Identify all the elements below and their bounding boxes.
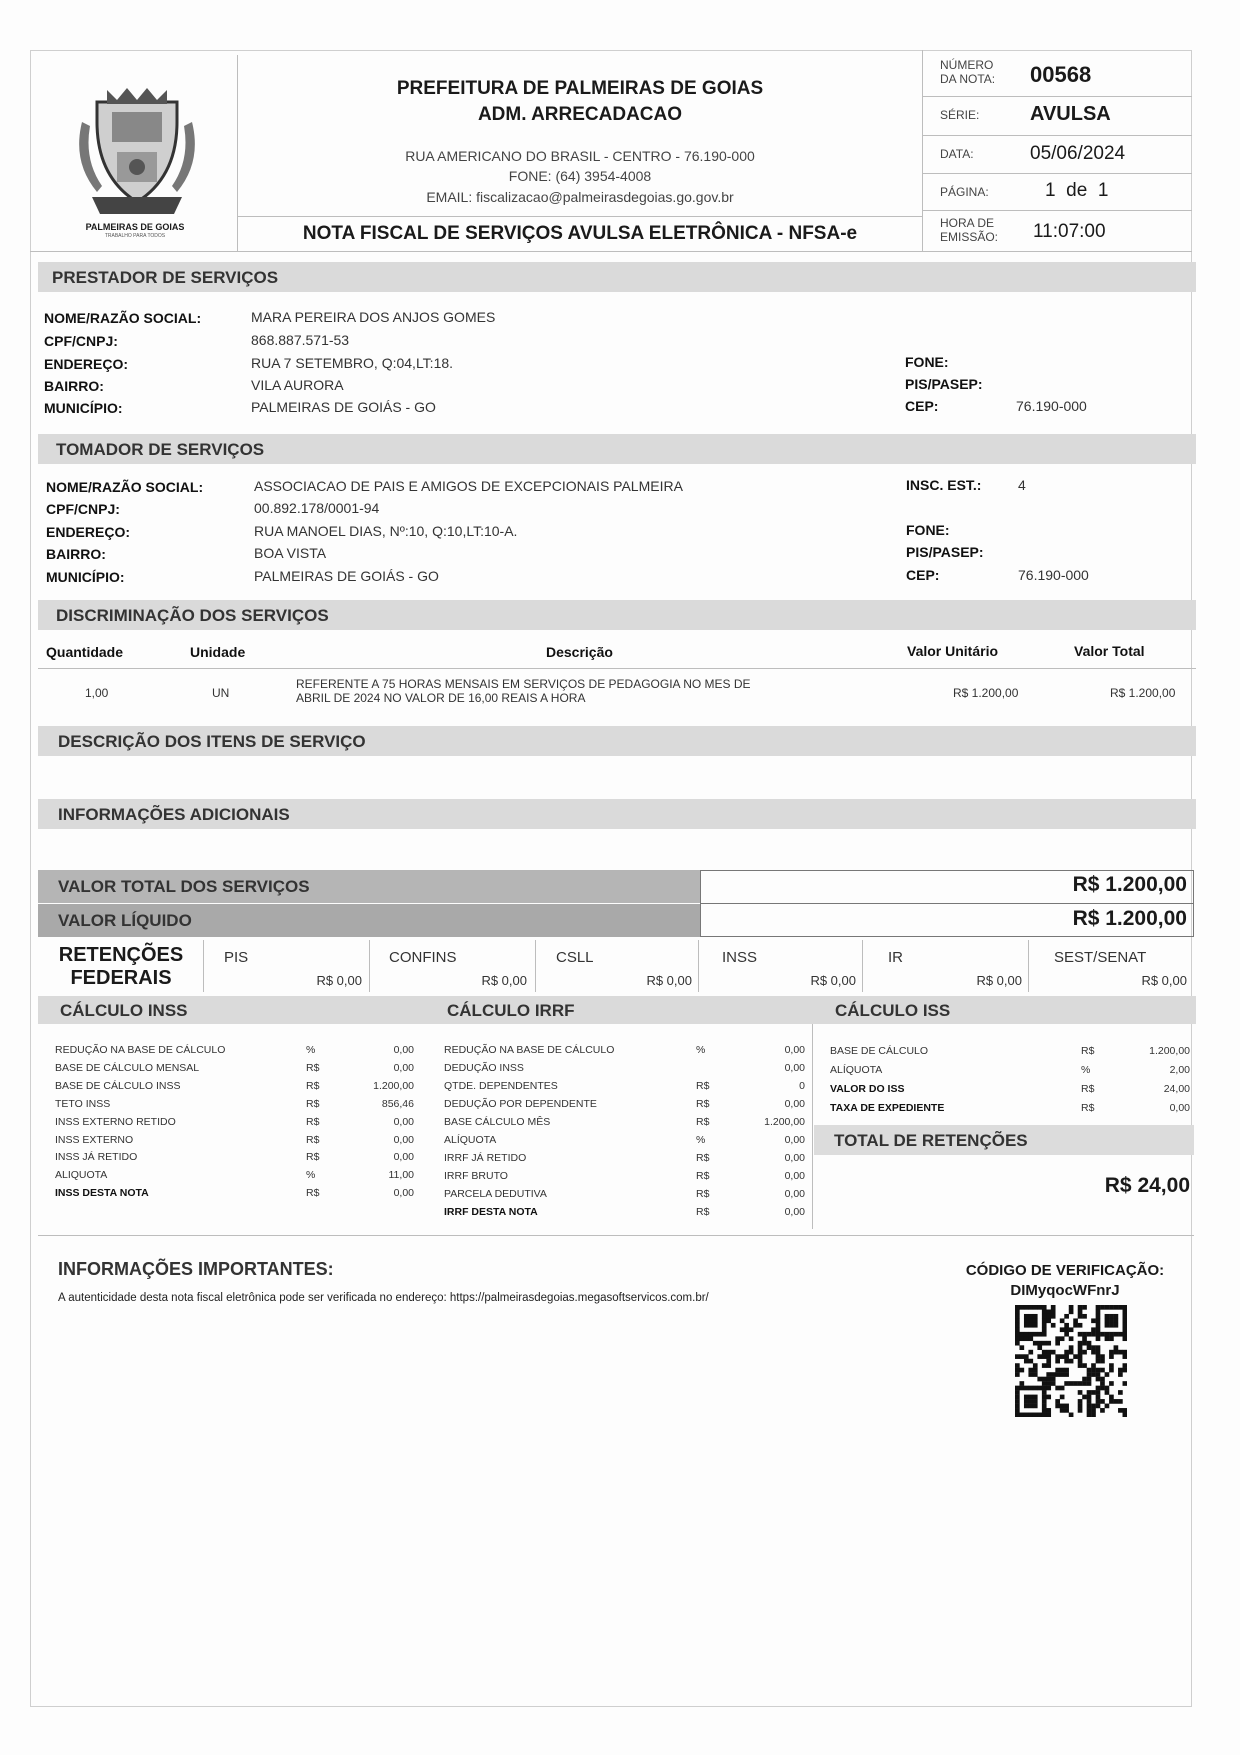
numero-label-2: DA NOTA: <box>940 72 996 86</box>
hora-label <box>940 216 998 244</box>
calc-row-value: 0,00 <box>784 1062 805 1074</box>
numero-label <box>940 58 995 86</box>
item-unidade: UN <box>212 686 230 700</box>
meta-row-line <box>922 173 1192 174</box>
calc-row-value: 0,00 <box>393 1061 414 1074</box>
prestador-endereco-label: ENDEREÇO: <box>44 356 129 372</box>
item-quantidade: 1,00 <box>85 686 109 700</box>
meta-row-line <box>922 135 1192 136</box>
calc-row-value: 1.200,00 <box>764 1116 805 1128</box>
calc-divider <box>812 1024 813 1229</box>
calc-row-value: 0,00 <box>784 1098 805 1110</box>
servicos-header-line <box>38 668 1196 669</box>
calc-row-value: 0,00 <box>784 1170 805 1182</box>
prestador-pis-label: PIS/PASEP: <box>905 376 983 392</box>
header-divider <box>237 55 238 251</box>
org-phone: FONE: (64) 3954-4008 <box>508 168 652 184</box>
calc-row-label: INSS EXTERNO <box>55 1133 134 1146</box>
tomador-municipio: PALMEIRAS DE GOIÁS - GO <box>254 568 439 584</box>
prestador-cep: 76.190-000 <box>1016 398 1087 414</box>
item-descricao-line2: ABRIL DE 2024 NO VALOR DE 16,00 REAIS A HORA <box>296 691 586 705</box>
logo-subtext: TRABALHO PARA TODOS <box>104 233 166 239</box>
data-label: DATA: <box>940 147 974 161</box>
calc-row-unit: R$ <box>696 1098 710 1110</box>
retencoes-title-1: RETENÇÕES <box>58 944 184 966</box>
ret-confins-value: R$ 0,00 <box>481 973 527 988</box>
prestador-bairro-label: BAIRRO: <box>44 378 104 394</box>
tomador-cpf: 00.892.178/0001-94 <box>254 500 380 516</box>
ret-confins-label: CONFINS <box>389 949 457 966</box>
calc-row-value: 0,00 <box>784 1206 805 1218</box>
calc-row-label: PARCELA DEDUTIVA <box>444 1188 547 1200</box>
calc-row-value: 0,00 <box>784 1044 805 1056</box>
item-valor-unitario: R$ 1.200,00 <box>953 686 1019 700</box>
col-quantidade: Quantidade <box>46 644 124 660</box>
item-descricao-line1: REFERENTE A 75 HORAS MENSAIS EM SERVIÇOS DE PEDAGOGIA NO MES DE <box>296 677 751 691</box>
calc-row-value: 0,00 <box>393 1151 414 1164</box>
prestador-municipio-label: MUNICÍPIO: <box>44 400 123 416</box>
calc-row-unit: R$ <box>306 1115 320 1128</box>
calc-row-label: REDUÇÃO NA BASE DE CÁLCULO <box>55 1044 226 1056</box>
calc-row-label: INSS DESTA NOTA <box>55 1187 149 1200</box>
header-bottom-line <box>30 251 1192 252</box>
calc-row-label: TETO INSS <box>55 1097 111 1110</box>
calc-row-unit: R$ <box>306 1061 320 1074</box>
page-number: 1 de 1 <box>1045 180 1109 201</box>
hora-label-2: EMISSÃO: <box>940 230 999 244</box>
calc-row-label: ALIQUOTA <box>55 1169 108 1182</box>
calc-row-label: IRRF BRUTO <box>444 1170 508 1182</box>
col-valor-unitario: Valor Unitário <box>907 643 999 659</box>
calc-row-value: 0,00 <box>393 1187 414 1200</box>
calculo-inss-title: CÁLCULO INSS <box>60 1001 188 1020</box>
org-name: PREFEITURA DE PALMEIRAS DE GOIAS <box>396 78 764 99</box>
ret-sest-label: SEST/SENAT <box>1054 949 1147 966</box>
calc-row-label: IRRF DESTA NOTA <box>444 1206 538 1218</box>
calc-bottom-line <box>38 1235 1194 1236</box>
prestador-nome-label: NOME/RAZÃO SOCIAL: <box>44 310 202 326</box>
ret-divider <box>203 940 204 992</box>
calc-row-unit: R$ <box>306 1133 320 1146</box>
retencoes-title <box>46 944 196 990</box>
calc-row-value: 0,00 <box>393 1044 414 1056</box>
tomador-cep: 76.190-000 <box>1018 567 1089 583</box>
prestador-bairro: VILA AURORA <box>251 377 344 393</box>
valor-total-label: VALOR TOTAL DOS SERVIÇOS <box>58 877 310 896</box>
col-unidade: Unidade <box>190 644 246 660</box>
meta-row-line <box>922 96 1192 97</box>
ret-divider <box>369 940 370 992</box>
calc-row-value: 0,00 <box>784 1134 805 1146</box>
calc-row-unit: R$ <box>306 1097 320 1110</box>
calc-row-unit: R$ <box>696 1188 710 1200</box>
calc-row-value: 0,00 <box>393 1133 414 1146</box>
ret-ir-label: IR <box>888 949 903 966</box>
ret-pis-label: PIS <box>224 949 249 966</box>
col-valor-total: Valor Total <box>1074 643 1145 659</box>
calc-row-label: BASE DE CÁLCULO INSS <box>55 1079 181 1092</box>
calc-row-value: 11,00 <box>388 1169 414 1182</box>
total-retencoes-label: TOTAL DE RETENÇÕES <box>834 1131 1028 1150</box>
calc-row-value: 856,46 <box>381 1097 414 1110</box>
valor-liquido-label: VALOR LÍQUIDO <box>58 911 192 930</box>
ret-sest-value: R$ 0,00 <box>1141 973 1187 988</box>
prestador-cpf: 868.887.571-53 <box>251 332 350 348</box>
prestador-municipio: PALMEIRAS DE GOIÁS - GO <box>251 399 436 415</box>
calculo-irrf-title: CÁLCULO IRRF <box>447 1001 575 1020</box>
calc-row-label: INSS EXTERNO RETIDO <box>55 1115 176 1128</box>
ret-divider <box>862 940 863 992</box>
qr-code <box>1015 1305 1127 1417</box>
calc-row-unit: R$ <box>1081 1102 1095 1114</box>
valor-total: R$ 1.200,00 <box>1072 873 1187 896</box>
calc-row-label: BASE CÁLCULO MÊS <box>444 1116 551 1128</box>
prestador-cep-label: CEP: <box>905 398 939 414</box>
importantes-title: INFORMAÇÕES IMPORTANTES: <box>58 1259 334 1279</box>
calc-row-label: ALÍQUOTA <box>444 1134 497 1146</box>
prestador-title: PRESTADOR DE SERVIÇOS <box>52 268 279 287</box>
calc-row-label: INSS JÁ RETIDO <box>55 1151 138 1164</box>
retencoes-title-2: FEDERAIS <box>70 967 172 989</box>
calc-row-unit: R$ <box>696 1170 710 1182</box>
tomador-title: TOMADOR DE SERVIÇOS <box>56 440 265 459</box>
ret-divider <box>698 940 699 992</box>
calc-row-unit: R$ <box>696 1152 710 1164</box>
calc-row-label: REDUÇÃO NA BASE DE CÁLCULO <box>444 1044 615 1056</box>
totais-divider <box>700 903 1194 904</box>
calc-row-unit: R$ <box>1081 1083 1095 1095</box>
codigo-verificacao-label: CÓDIGO DE VERIFICAÇÃO: <box>965 1262 1165 1279</box>
calc-row-label: ALÍQUOTA <box>830 1064 883 1076</box>
calc-row-unit: R$ <box>306 1187 320 1200</box>
prestador-fone-label: FONE: <box>905 354 949 370</box>
calc-row-label: TAXA DE EXPEDIENTE <box>830 1102 945 1114</box>
calc-row-value: 0,00 <box>784 1152 805 1164</box>
tomador-nome: ASSOCIACAO DE PAIS E AMIGOS DE EXCEPCIONAIS PALMEIRA <box>254 478 683 494</box>
tomador-endereco-label: ENDEREÇO: <box>46 524 131 540</box>
prestador-nome: MARA PEREIRA DOS ANJOS GOMES <box>251 309 496 325</box>
item-valor-total: R$ 1.200,00 <box>1110 686 1176 700</box>
invoice-number: 00568 <box>1030 62 1092 87</box>
issue-date: 05/06/2024 <box>1030 143 1126 164</box>
calc-row-unit: % <box>306 1169 316 1182</box>
valor-liquido: R$ 1.200,00 <box>1072 907 1187 930</box>
meta-row-line <box>922 210 1192 211</box>
tomador-insc-label: INSC. EST.: <box>906 477 982 493</box>
calc-row-label: IRRF JÁ RETIDO <box>444 1152 527 1164</box>
ret-csll-label: CSLL <box>556 949 594 966</box>
calc-row-value: 0,00 <box>784 1188 805 1200</box>
ret-csll-value: R$ 0,00 <box>646 973 692 988</box>
servicos-title: DISCRIMINAÇÃO DOS SERVIÇOS <box>56 606 329 625</box>
calc-row-unit: R$ <box>1081 1045 1095 1057</box>
calc-row-unit: R$ <box>696 1116 710 1128</box>
info-adicionais-title: INFORMAÇÕES ADICIONAIS <box>58 805 290 824</box>
pagina-label: PÁGINA: <box>940 185 989 199</box>
coat-of-arms-logo <box>62 82 212 242</box>
tomador-cep-label: CEP: <box>906 567 940 583</box>
importantes-text: A autenticidade desta nota fiscal eletrônica pode ser verificada no endereço: https://palmeirasdegoias.megasoftservicos.com.br/ <box>58 1292 709 1304</box>
calc-row-label: DEDUÇÃO POR DEPENDENTE <box>444 1098 597 1110</box>
ret-pis-value: R$ 0,00 <box>316 973 362 988</box>
codigo-verificacao: DIMyqocWFnrJ <box>1010 1282 1120 1299</box>
calc-row-label: BASE DE CÁLCULO MENSAL <box>55 1061 200 1074</box>
title-divider <box>237 216 922 217</box>
calc-row-value: 1.200,00 <box>1149 1045 1190 1057</box>
ret-ir-value: R$ 0,00 <box>976 973 1022 988</box>
calc-row-unit: % <box>696 1044 706 1056</box>
document-title: NOTA FISCAL DE SERVIÇOS AVULSA ELETRÔNICA - NFSA-e <box>302 223 858 244</box>
calc-row-value: 0,00 <box>393 1115 414 1128</box>
serie-label: SÉRIE: <box>940 108 980 122</box>
itens-title: DESCRIÇÃO DOS ITENS DE SERVIÇO <box>58 732 366 751</box>
calculos-band <box>38 996 1196 1024</box>
calc-row-value: 24,00 <box>1163 1083 1190 1095</box>
calc-row-unit: R$ <box>696 1206 710 1218</box>
calculo-iss-title: CÁLCULO ISS <box>835 1001 951 1020</box>
tomador-municipio-label: MUNICÍPIO: <box>46 569 125 585</box>
hora-label-1: HORA DE <box>940 216 995 230</box>
logo-text: PALMEIRAS DE GOIAS <box>85 222 185 232</box>
meta-divider <box>922 50 923 251</box>
calc-row-value: 1.200,00 <box>373 1079 414 1092</box>
tomador-insc: 4 <box>1018 477 1026 493</box>
calc-row-unit: R$ <box>306 1079 320 1092</box>
calc-row-value: 0,00 <box>1169 1102 1190 1114</box>
calc-row-unit: % <box>696 1134 706 1146</box>
tomador-bairro: BOA VISTA <box>254 545 327 561</box>
calc-row-unit: R$ <box>306 1151 320 1164</box>
calc-row-value: 2,00 <box>1169 1064 1190 1076</box>
org-email: EMAIL: fiscalizacao@palmeirasdegoias.go.gov.br <box>426 189 734 205</box>
tomador-pis-label: PIS/PASEP: <box>906 544 984 560</box>
calc-row-value: 0 <box>799 1080 805 1092</box>
tomador-cpf-label: CPF/CNPJ: <box>46 501 120 517</box>
prestador-cpf-label: CPF/CNPJ: <box>44 333 118 349</box>
ret-inss-value: R$ 0,00 <box>810 973 856 988</box>
calc-row-label: DEDUÇÃO INSS <box>444 1062 524 1074</box>
col-descricao: Descrição <box>546 644 613 660</box>
calc-row-unit: R$ <box>696 1080 710 1092</box>
numero-label-1: NÚMERO <box>940 58 994 72</box>
tomador-fone-label: FONE: <box>906 522 950 538</box>
total-retencoes-value: R$ 24,00 <box>1104 1174 1190 1197</box>
prestador-endereco: RUA 7 SETEMBRO, Q:04,LT:18. <box>251 355 454 371</box>
ret-divider <box>535 940 536 992</box>
calc-row-label: BASE DE CÁLCULO <box>830 1045 929 1057</box>
tomador-bairro-label: BAIRRO: <box>46 546 106 562</box>
calc-row-unit: % <box>306 1044 316 1056</box>
calc-row-unit: % <box>1081 1064 1091 1076</box>
tomador-endereco: RUA MANOEL DIAS, Nº:10, Q:10,LT:10-A. <box>254 523 518 539</box>
issue-time: 11:07:00 <box>1033 221 1106 242</box>
org-address: RUA AMERICANO DO BRASIL - CENTRO - 76.190-000 <box>405 148 755 164</box>
ret-divider <box>1028 940 1029 992</box>
ret-inss-label: INSS <box>722 949 758 966</box>
calc-row-label: VALOR DO ISS <box>830 1083 905 1095</box>
org-department: ADM. ARRECADACAO <box>477 104 683 125</box>
calc-row-label: QTDE. DEPENDENTES <box>444 1080 558 1092</box>
tomador-nome-label: NOME/RAZÃO SOCIAL: <box>46 479 204 495</box>
serie-value: AVULSA <box>1030 103 1111 125</box>
